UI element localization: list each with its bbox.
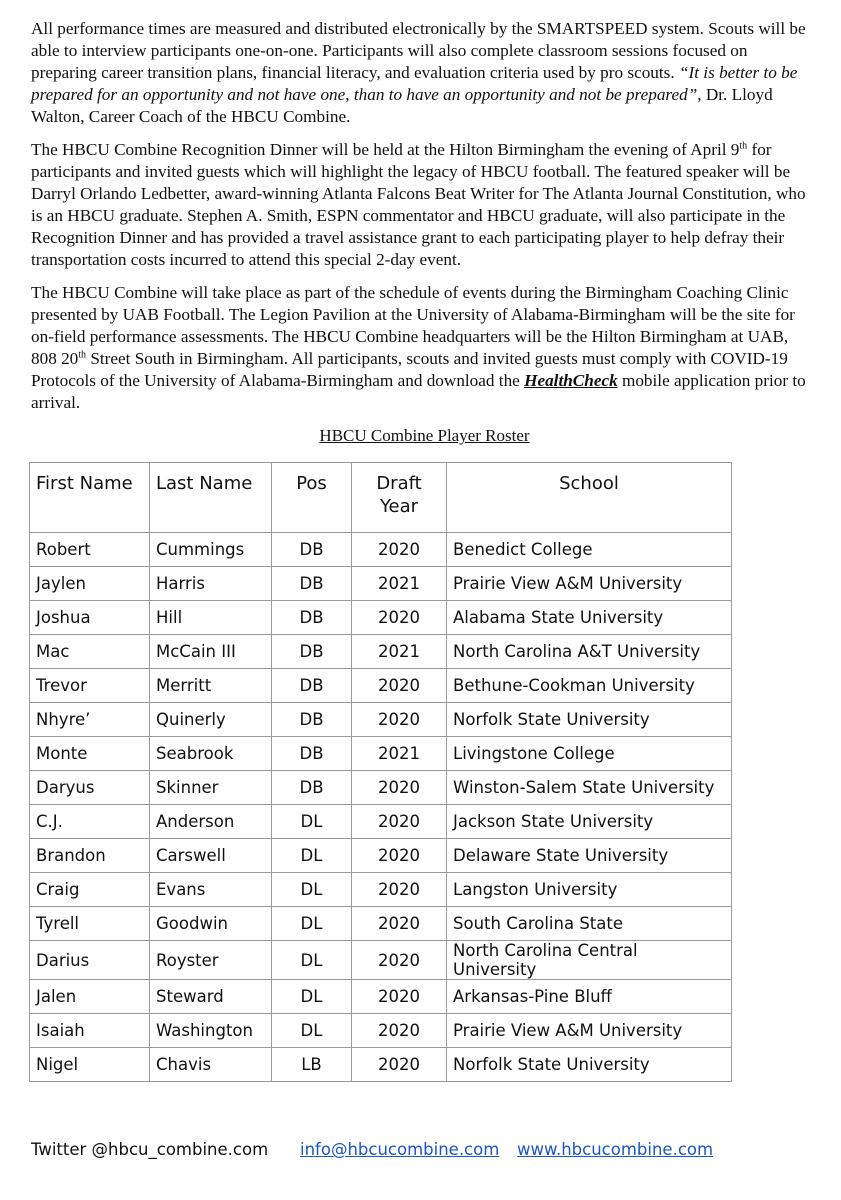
cell-school: South Carolina State xyxy=(447,907,732,941)
cell-school: Livingstone College xyxy=(447,737,732,771)
cell-draft-year: 2020 xyxy=(352,703,447,737)
cell-draft-year: 2021 xyxy=(352,567,447,601)
cell-pos: DL xyxy=(272,1014,352,1048)
website-link[interactable]: www.hbcucombine.com xyxy=(517,1140,714,1159)
cell-draft-year: 2020 xyxy=(352,907,447,941)
cell-first-name: Brandon xyxy=(30,839,150,873)
cell-first-name: Craig xyxy=(30,873,150,907)
cell-first-name: Mac xyxy=(30,635,150,669)
cell-first-name: Isaiah xyxy=(30,1014,150,1048)
cell-first-name: Trevor xyxy=(30,669,150,703)
cell-first-name: Jaylen xyxy=(30,567,150,601)
twitter-handle: Twitter @hbcu_combine.com xyxy=(31,1140,269,1159)
cell-school: Delaware State University xyxy=(447,839,732,873)
paragraph-assessments xyxy=(31,18,813,128)
column-header-last-name: Last Name xyxy=(150,463,272,533)
cell-last-name: McCain III xyxy=(150,635,272,669)
cell-last-name: Royster xyxy=(150,941,272,980)
cell-first-name: Jalen xyxy=(30,980,150,1014)
cell-first-name: Joshua xyxy=(30,601,150,635)
table-row xyxy=(30,737,732,771)
cell-school: Winston-Salem State University xyxy=(447,771,732,805)
cell-draft-year: 2020 xyxy=(352,1014,447,1048)
cell-school: Benedict College xyxy=(447,533,732,567)
cell-last-name: Washington xyxy=(150,1014,272,1048)
cell-school: Norfolk State University xyxy=(447,703,732,737)
table-row xyxy=(30,669,732,703)
paragraph-text: All performance times are measured and distributed electronically by the SMARTSPEED system. Scouts will be able to interview participants one-on-one. Participants will also complete classroom sessions focused on preparing career transition plans, financial literacy, and evaluation criteria used by pro scouts. xyxy=(31,19,806,82)
cell-draft-year: 2020 xyxy=(352,533,447,567)
email-link[interactable]: info@hbcucombine.com xyxy=(300,1140,500,1159)
cell-pos: DB xyxy=(272,703,352,737)
paragraph-text: The HBCU Combine will take place as part of the schedule of events during the Birmingham Coaching Clinic presented by UAB Football. The Legion Pavilion at the University of Alabama-Birmingham will be the site for on-field performance assessments. The HBCU Combine headquarters will be the Hilton Birmingham at UAB, 808 20 xyxy=(31,283,795,368)
cell-last-name: Hill xyxy=(150,601,272,635)
table-header-row xyxy=(30,463,732,533)
cell-draft-year: 2021 xyxy=(352,737,447,771)
cell-first-name: Nigel xyxy=(30,1048,150,1082)
cell-school: Bethune-Cookman University xyxy=(447,669,732,703)
cell-pos: DB xyxy=(272,601,352,635)
cell-draft-year: 2020 xyxy=(352,805,447,839)
table-row xyxy=(30,1048,732,1082)
table-row xyxy=(30,771,732,805)
cell-last-name: Harris xyxy=(150,567,272,601)
cell-draft-year: 2020 xyxy=(352,669,447,703)
cell-last-name: Skinner xyxy=(150,771,272,805)
table-row xyxy=(30,839,732,873)
cell-first-name: Monte xyxy=(30,737,150,771)
cell-last-name: Seabrook xyxy=(150,737,272,771)
cell-school: Prairie View A&M University xyxy=(447,567,732,601)
table-row xyxy=(30,941,732,980)
cell-first-name: Tyrell xyxy=(30,907,150,941)
cell-pos: DB xyxy=(272,635,352,669)
cell-last-name: Merritt xyxy=(150,669,272,703)
cell-first-name: Robert xyxy=(30,533,150,567)
cell-school: North Carolina A&T University xyxy=(447,635,732,669)
cell-draft-year: 2020 xyxy=(352,771,447,805)
roster-body xyxy=(30,533,732,1082)
table-row xyxy=(30,1014,732,1048)
table-row xyxy=(30,873,732,907)
cell-last-name: Evans xyxy=(150,873,272,907)
cell-pos: DL xyxy=(272,980,352,1014)
paragraph-text: mobile application prior to arrival. xyxy=(31,371,806,412)
roster-caption: HBCU Combine Player Roster xyxy=(319,426,530,445)
cell-school: Alabama State University xyxy=(447,601,732,635)
table-row xyxy=(30,533,732,567)
player-roster-table xyxy=(29,462,732,1082)
cell-pos: DL xyxy=(272,805,352,839)
cell-first-name: C.J. xyxy=(30,805,150,839)
cell-pos: DL xyxy=(272,941,352,980)
cell-last-name: Quinerly xyxy=(150,703,272,737)
cell-first-name: Daryus xyxy=(30,771,150,805)
cell-pos: DL xyxy=(272,839,352,873)
cell-pos: DB xyxy=(272,771,352,805)
table-row xyxy=(30,635,732,669)
quote-text: “It is better to be prepared for an opportunity and not have one, than to have an opportunity and not be prepared” xyxy=(31,63,798,104)
cell-pos: DB xyxy=(272,567,352,601)
cell-draft-year: 2020 xyxy=(352,941,447,980)
cell-first-name: Nhyre’ xyxy=(30,703,150,737)
quote-attribution: , Dr. Lloyd Walton, Career Coach of the HBCU Combine. xyxy=(31,85,773,126)
table-row xyxy=(30,567,732,601)
cell-first-name: Darius xyxy=(30,941,150,980)
column-header-draft-year: Draft Year xyxy=(352,463,447,533)
cell-draft-year: 2020 xyxy=(352,1048,447,1082)
cell-pos: DB xyxy=(272,737,352,771)
cell-school: Norfolk State University xyxy=(447,1048,732,1082)
ordinal-suffix: th xyxy=(78,349,87,361)
cell-last-name: Anderson xyxy=(150,805,272,839)
cell-school: North Carolina Central University xyxy=(447,941,732,980)
paragraph-text: for participants and invited guests which will highlight the legacy of HBCU football. The featured speaker will be Darryl Orlando Ledbetter, award-winning Atlanta Falcons Beat Writer for The Atlanta Journal Constitution, who is an HBCU graduate. Stephen A. Smith, ESPN commentator and HBCU graduate, will also participate in the Recognition Dinner and has provided a travel assistance grant to each participating player to help defray their transportation costs incurred to attend this special 2-day event. xyxy=(31,140,806,269)
cell-pos: DL xyxy=(272,907,352,941)
cell-last-name: Chavis xyxy=(150,1048,272,1082)
cell-draft-year: 2020 xyxy=(352,980,447,1014)
cell-pos: DB xyxy=(272,669,352,703)
cell-last-name: Goodwin xyxy=(150,907,272,941)
paragraph-text: The HBCU Combine Recognition Dinner will be held at the Hilton Birmingham the evening of April 9 xyxy=(31,140,740,159)
column-header-school: School xyxy=(447,463,732,533)
cell-draft-year: 2020 xyxy=(352,839,447,873)
table-row xyxy=(30,907,732,941)
cell-pos: DB xyxy=(272,533,352,567)
column-header-first-name: First Name xyxy=(30,463,150,533)
table-row xyxy=(30,805,732,839)
cell-school: Langston University xyxy=(447,873,732,907)
ordinal-suffix: th xyxy=(739,140,748,152)
column-header-pos: Pos xyxy=(272,463,352,533)
document-body xyxy=(31,18,813,447)
cell-last-name: Cummings xyxy=(150,533,272,567)
paragraph-location xyxy=(31,282,813,414)
paragraph-dinner xyxy=(31,139,813,271)
cell-school: Arkansas-Pine Bluff xyxy=(447,980,732,1014)
cell-last-name: Steward xyxy=(150,980,272,1014)
cell-last-name: Carswell xyxy=(150,839,272,873)
healthcheck-app-name: HealthCheck xyxy=(524,371,618,390)
table-row xyxy=(30,980,732,1014)
cell-pos: LB xyxy=(272,1048,352,1082)
cell-school: Prairie View A&M University xyxy=(447,1014,732,1048)
paragraph-text: Street South in Birmingham. All participants, scouts and invited guests must comply with COVID-19 Protocols of the University of Alabama-Birmingham and download the xyxy=(31,349,788,390)
cell-pos: DL xyxy=(272,873,352,907)
cell-school: Jackson State University xyxy=(447,805,732,839)
table-row xyxy=(30,601,732,635)
cell-draft-year: 2020 xyxy=(352,601,447,635)
cell-draft-year: 2020 xyxy=(352,873,447,907)
cell-draft-year: 2021 xyxy=(352,635,447,669)
table-row xyxy=(30,703,732,737)
